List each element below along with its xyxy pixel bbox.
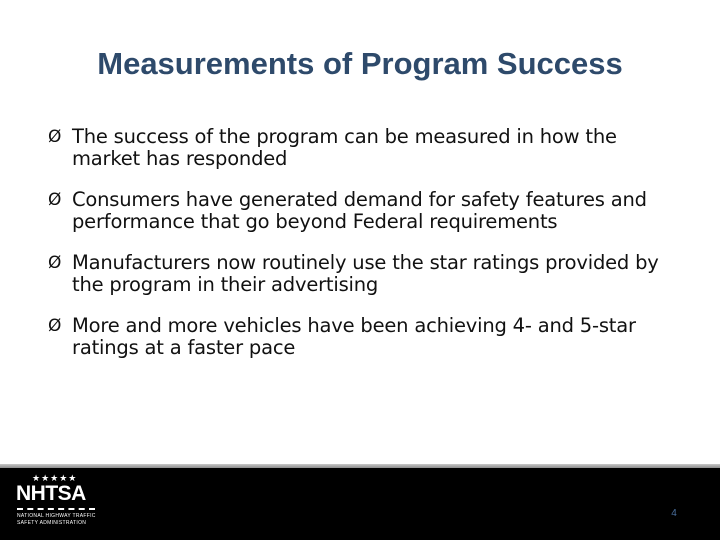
logo-divider (17, 508, 95, 510)
bullet-item (48, 315, 688, 359)
bullet-item (48, 252, 688, 296)
bullet-item (48, 126, 688, 170)
logo-subtitle: NATIONAL HIGHWAY TRAFFIC SAFETY ADMINISTRATION (17, 513, 96, 526)
page-number: 4 (671, 508, 677, 519)
arrow-bullet-icon: Ø (48, 253, 62, 273)
slide-title: Measurements of Program Success (97, 46, 623, 81)
nhtsa-logo (16, 474, 100, 534)
arrow-bullet-icon: Ø (48, 316, 62, 336)
logo-stars-icon: ★★★★★ (32, 474, 78, 484)
footer-bar (0, 468, 720, 540)
arrow-bullet-icon: Ø (48, 190, 62, 210)
bullet-item (48, 189, 688, 233)
bullet-text: Manufacturers now routinely use the star ratings provided by the program in their advertising (72, 251, 659, 296)
logo-wordmark: NHTSA (16, 482, 86, 505)
arrow-bullet-icon: Ø (48, 127, 62, 147)
bullet-list (48, 126, 688, 378)
bullet-text: The success of the program can be measured in how the market has responded (72, 125, 617, 170)
bullet-text: Consumers have generated demand for safety features and performance that go beyond Federal requirements (72, 188, 647, 233)
bullet-text: More and more vehicles have been achieving 4- and 5-star ratings at a faster pace (72, 314, 636, 359)
